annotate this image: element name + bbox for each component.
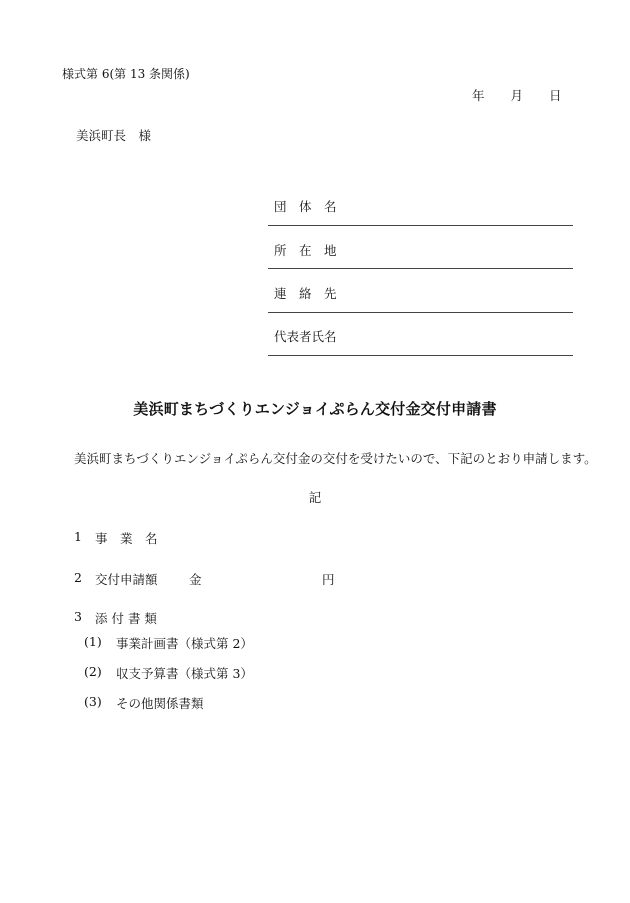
field-label-address: 所 在 地 [274,243,337,258]
item-3-label: 添 付 書 類 [95,611,157,626]
field-label-group-name: 団 体 名 [274,199,337,214]
item-1-number: 1 [74,529,82,544]
item-2-prefix: 金 [189,572,202,587]
field-label-representative: 代表者氏名 [274,329,337,344]
item-2-label: 交付申請額 [95,572,158,587]
item-2-suffix: 円 [322,572,335,587]
field-line-group-name[interactable] [268,225,573,226]
field-line-representative[interactable] [268,355,573,356]
field-line-address[interactable] [268,268,573,269]
body-text: 美浜町まちづくりエンジョイぷらん交付金の交付を受けたいので、下記のとおり申請します。 [74,451,597,466]
date-month: 月 [510,88,524,103]
attachment-2-text: 収支予算書（様式第 3） [116,666,253,681]
date-year: 年 [472,88,485,103]
form-number: 様式第 6(第 13 条関係) [62,67,190,81]
attachment-2-number: (2) [84,664,102,679]
document-title: 美浜町まちづくりエンジョイぷらん交付金交付申請書 [133,400,497,418]
attachment-3-text: その他関係書類 [116,696,204,711]
addressee: 美浜町長 様 [76,128,152,143]
attachment-1-text: 事業計画書（様式第 2） [116,636,253,651]
attachment-1-number: (1) [84,634,102,649]
field-line-contact[interactable] [268,312,573,313]
field-label-contact: 連 絡 先 [274,286,337,301]
ki-label: 記 [308,490,322,505]
item-2-number: 2 [74,570,82,585]
item-3-number: 3 [74,609,82,624]
item-1-label: 事 業 名 [95,531,158,546]
date-day: 日 [549,88,562,103]
attachment-3-number: (3) [84,694,102,709]
date-line [472,86,562,104]
